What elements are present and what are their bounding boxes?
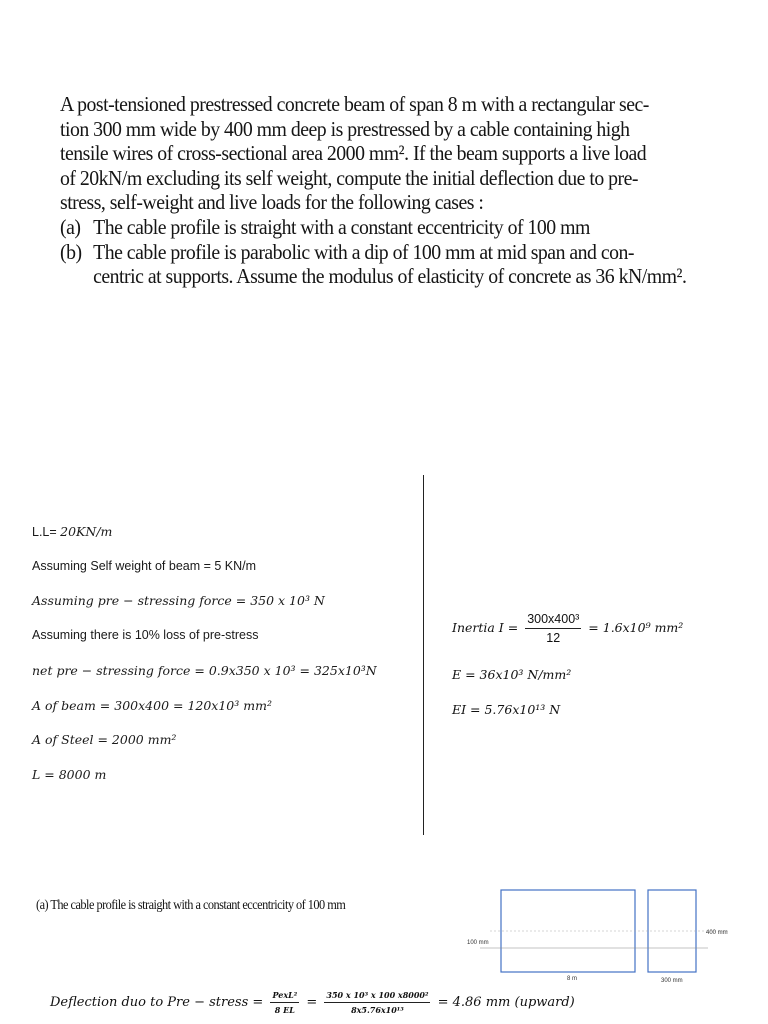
equals-sign: = bbox=[306, 995, 318, 1010]
fraction-2-denominator: 8x5.76x10¹³ bbox=[351, 1005, 404, 1015]
beam-diagram bbox=[460, 882, 750, 988]
self-weight: Assuming Self weight of beam = 5 KN/m bbox=[32, 559, 257, 573]
live-load bbox=[32, 524, 112, 539]
case-b bbox=[60, 240, 695, 265]
inertia-denominator: 12 bbox=[546, 631, 561, 645]
steel-area: A of Steel = 2000 mm² bbox=[32, 732, 177, 747]
modulus-elasticity: E = 36x10³ N/mm² bbox=[452, 667, 572, 682]
problem-line: A post-tensioned prestressed concrete beam of span 8 m with a rectangular sec- bbox=[60, 92, 649, 116]
case-a bbox=[60, 215, 695, 240]
live-load-value: 20KN/m bbox=[60, 524, 113, 539]
deflection-result: = 4.86 mm (upward) bbox=[437, 995, 575, 1010]
inertia-formula bbox=[452, 612, 683, 645]
net-prestress-force: net pre − stressing force = 0.9x350 x 10³ = 325x10³N bbox=[32, 663, 377, 678]
deflection-fraction-2 bbox=[324, 990, 430, 1015]
deflection-label: Deflection duo to Pre − stress = bbox=[50, 995, 264, 1010]
span-length: L = 8000 m bbox=[32, 767, 107, 782]
fraction-1-denominator: 8 EL bbox=[274, 1005, 295, 1015]
fraction-2-numerator: 350 x 10³ x 100 x8000² bbox=[324, 990, 430, 1003]
flexural-rigidity: EI = 5.76x10¹³ N bbox=[452, 702, 561, 717]
case-b-continuation: centric at supports. Assume the modulus of elasticity of concrete as 36 kN/mm². bbox=[93, 264, 687, 289]
problem-statement bbox=[60, 92, 695, 289]
case-b-text: The cable profile is parabolic with a dip of 100 mm at mid span and con- bbox=[93, 239, 634, 264]
inertia-fraction bbox=[525, 612, 581, 645]
prestress-loss: Assuming there is 10% loss of pre-stress bbox=[32, 628, 259, 642]
inertia-result: = 1.6x10⁹ mm² bbox=[588, 620, 684, 635]
deflection-fraction-1 bbox=[270, 990, 299, 1015]
case-a-text: The cable profile is straight with a constant eccentricity of 100 mm bbox=[93, 214, 590, 239]
prestress-force: Assuming pre − stressing force = 350 x 10³ N bbox=[32, 593, 325, 608]
eccentricity-label: 100 mm bbox=[467, 940, 489, 946]
live-load-label: L.L= bbox=[32, 525, 61, 539]
beam-area: A of beam = 300x400 = 120x10³ mm² bbox=[32, 698, 272, 713]
width-label: 300 mm bbox=[661, 978, 683, 984]
problem-line: stress, self-weight and live loads for the following cases : bbox=[60, 190, 484, 215]
inertia-label: Inertia I = bbox=[452, 620, 519, 635]
inertia-numerator: 300x400³ bbox=[525, 612, 581, 629]
span-label: 8 m bbox=[567, 976, 578, 982]
problem-line: tion 300 mm wide by 400 mm deep is prestressed by a cable containing high bbox=[60, 116, 630, 141]
problem-line: tensile wires of cross-sectional area 2000 mm². If the beam supports a live load bbox=[60, 141, 647, 166]
part-a-heading: (a) The cable profile is straight with a constant eccentricity of 100 mm bbox=[36, 898, 346, 913]
case-a-mark: (a) bbox=[60, 214, 81, 239]
deflection-formula bbox=[50, 990, 575, 1015]
column-divider bbox=[423, 475, 424, 835]
fraction-1-numerator: PexL² bbox=[270, 990, 299, 1003]
depth-label: 400 mm bbox=[706, 930, 728, 936]
case-b-mark: (b) bbox=[60, 239, 82, 264]
problem-line: of 20kN/m excluding its self weight, compute the initial deflection due to pre- bbox=[60, 165, 639, 190]
